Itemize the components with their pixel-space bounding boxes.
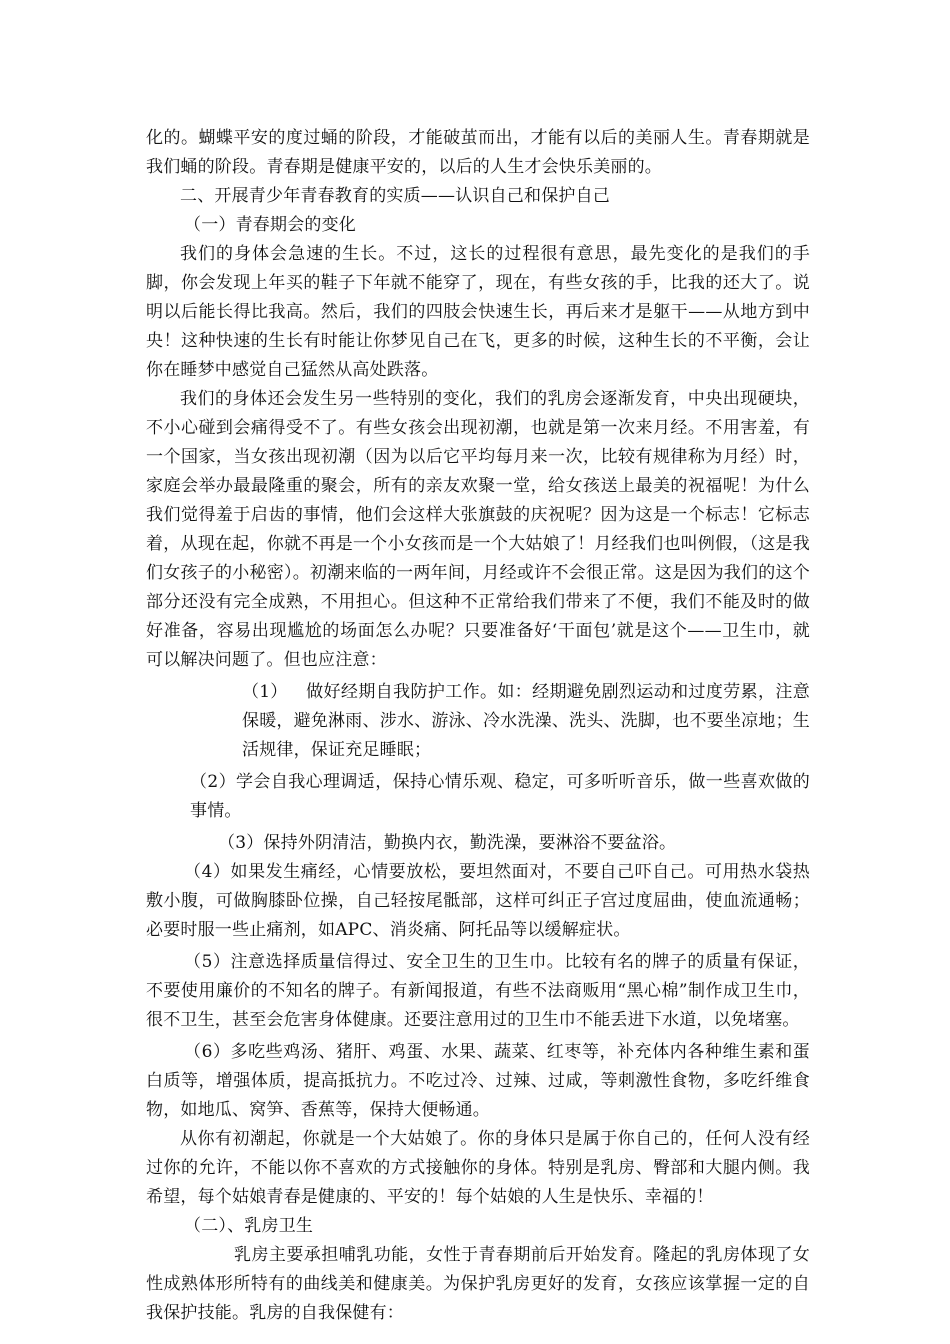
paragraph-changes: 我们的身体还会发生另一些特别的变化，我们的乳房会逐渐发育，中央出现硬块，不小心碰到会痛得受不了。有些女孩会出现初潮，也就是第一次来月经。不用害羞，有一个国家，当女孩出现初潮（因为以后它平均每月来一次，比较有规律称为月经）时，家庭会举办最最隆重的聚会，所有的亲友欢聚一堂，给女孩送上最美的祝福呢！为什么我们觉得羞于启齿的事情，他们会这样大张旗鼓的庆祝呢？因为这是一个标志！它标志着，从现在起，你就不再是一个小女孩而是一个大姑娘了！月经我们也叫例假，（这是我们女孩子的小秘密）。初潮来临的一两年间，月经或许不会很正常。这是因为我们的这个部分还没有完全成熟，不用担心。但这种不正常给我们带来了不便，我们不能及时的做好准备，容易出现尴尬的场面怎么办呢？只要准备好‘干面包’就是这个——卫生巾，就可以解决问题了。但也应注意：	[146, 389, 810, 670]
section-heading-2: 二、开展青少年青春教育的实质——认识自己和保护自己	[180, 186, 610, 206]
subsection-heading-2: （二）、乳房卫生	[184, 1216, 314, 1236]
paragraph-protection: 从你有初潮起，你就是一个大姑娘了。你的身体只是属于你自己的，任何人没有经过你的允许，不能以你不喜欢的方式接触你的身体。特别是乳房、臀部和大腿内侧。我希望，每个姑娘青春是健康的、平安的！每个姑娘的人生是快乐、幸福的！	[146, 1129, 810, 1207]
subsection-heading-1: （一）青春期会的变化	[184, 215, 356, 235]
list-item-2: （2）学会自我心理调适，保持心情乐观、稳定，可多听听音乐，做一些喜欢做的事情。	[190, 772, 810, 821]
list-item-5: （5）注意选择质量信得过、安全卫生的卫生巾。比较有名的牌子的质量有保证，不要使用廉价的不知名的牌子。有新闻报道，有些不法商贩用“黑心棉”制作成卫生巾，很不卫生，甚至会危害身体健康。还要注意用过的卫生巾不能丢进下水道，以免堵塞。	[146, 952, 810, 1030]
paragraph-growth: 我们的身体会急速的生长。不过，这长的过程很有意思，最先变化的是我们的手脚，你会发现上年买的鞋子下年就不能穿了，现在，有些女孩的手，比我的还大了。说明以后能长得比我高。然后，我们的四肢会快速生长，再后来才是躯干——从地方到中央！这种快速的生长有时能让你梦见自己在飞，更多的时候，这种生长的不平衡，会让你在睡梦中感觉自己猛然从高处跌落。	[146, 244, 810, 380]
list-item-6: （6）多吃些鸡汤、猪肝、鸡蛋、水果、蔬菜、红枣等，补充体内各种维生素和蛋白质等，增强体质，提高抵抗力。不吃过冷、过辣、过咸，等刺激性食物，多吃纤维食物，如地瓜、窝笋、香蕉等，保持大便畅通。	[146, 1042, 810, 1120]
list-item-1-number: （1）	[242, 682, 288, 702]
list-item-1-text: 做好经期自我防护工作。如：经期避免剧烈运动和过度劳累，注意保暖，避免淋雨、涉水、游泳、冷水洗澡、洗头、洗脚，也不要坐凉地；生活规律，保证充足睡眠；	[242, 682, 810, 760]
paragraph-breast-care: 乳房主要承担哺乳功能，女性于青春期前后开始发育。隆起的乳房体现了女性成熟体形所特有的曲线美和健康美。为保护乳房更好的发育，女孩应该掌握一定的自我保护技能。乳房的自我保健有：	[146, 1245, 810, 1323]
list-item-1	[146, 678, 810, 765]
list-item-4: （4）如果发生痛经，心情要放松，要坦然面对，不要自己吓自己。可用热水袋热敷小腹，可做胸膝卧位操，自己轻按尾骶部，这样可纠正子宫过度屈曲，使血流通畅；必要时服一些止痛剂，如APC、消炎痛、阿托品等以缓解症状。	[146, 862, 810, 940]
paragraph-intro: 化的。蝴蝶平安的度过蛹的阶段，才能破茧而出，才能有以后的美丽人生。青春期就是我们蛹的阶段。青春期是健康平安的，以后的人生才会快乐美丽的。	[146, 128, 810, 177]
document-page	[146, 124, 810, 1328]
list-item-3: （3）保持外阴清洁，勤换内衣，勤洗澡，要淋浴不要盆浴。	[218, 833, 677, 853]
